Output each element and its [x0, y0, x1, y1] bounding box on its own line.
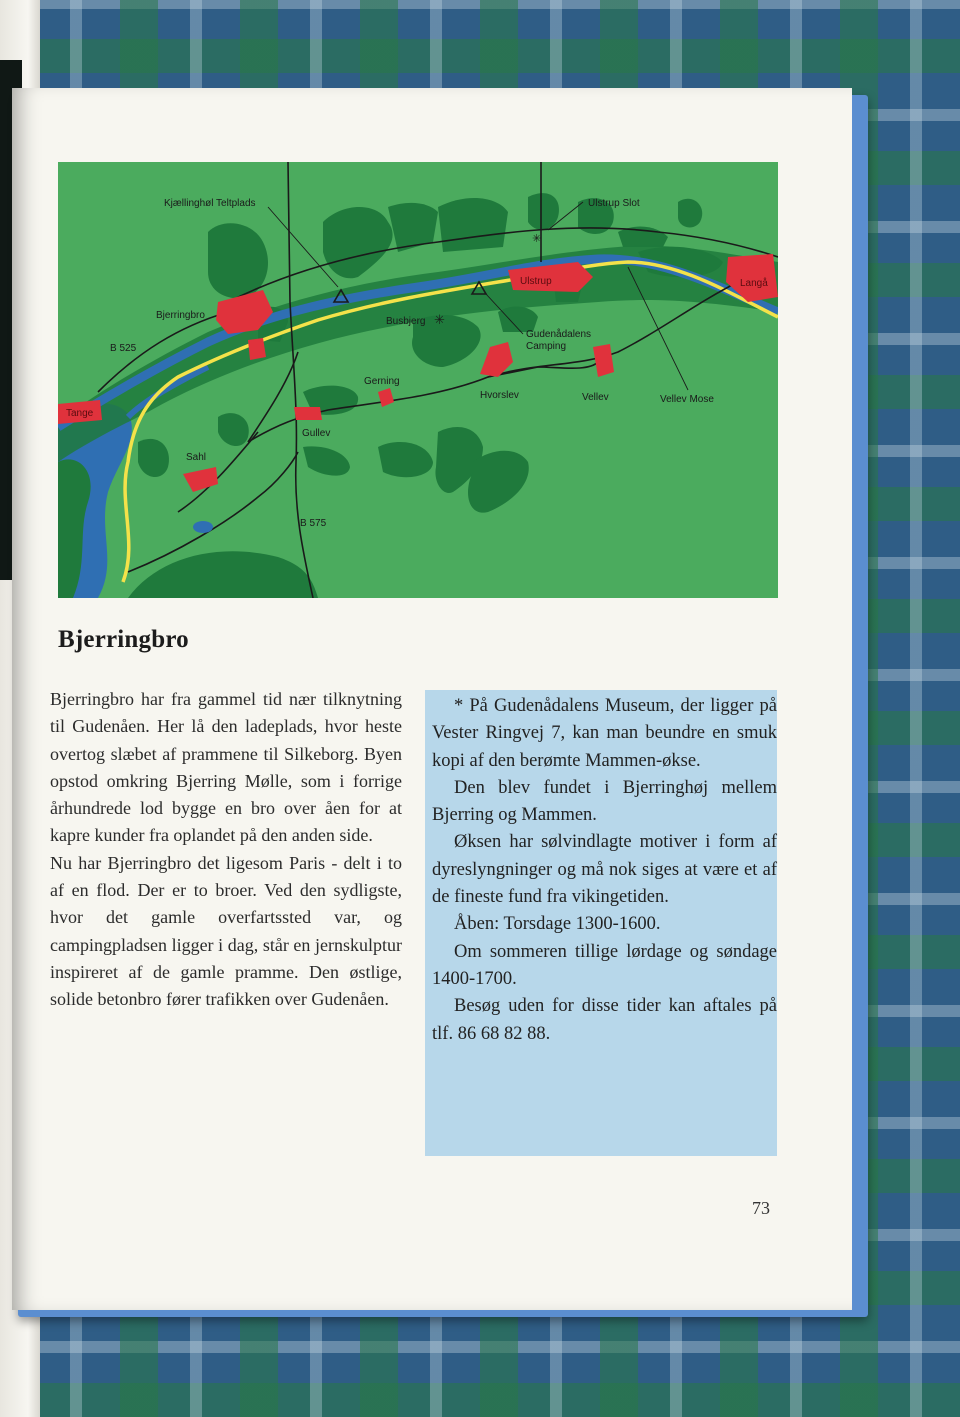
map-label-gullev: Gullev	[302, 428, 331, 439]
section-heading: Bjerringbro	[58, 626, 189, 653]
info-paragraph-2: Den blev fundet i Bjerringhøj mellem Bjerring og Mammen.	[432, 777, 777, 826]
map-star-busbjerg-icon: ✳	[434, 312, 445, 327]
map-label-camping-1: Gudenådalens	[526, 329, 592, 340]
map-label-gerning: Gerning	[364, 376, 400, 387]
map-star-ulstrup-icon: ✳	[532, 233, 542, 245]
info-box-text	[432, 693, 777, 1048]
info-paragraph-5: Om sommeren tillige lørdage og søndage 1400-1700.	[432, 941, 777, 989]
body-paragraph-1: Bjerringbro har fra gammel tid nær tilknytning til Gudenåen. Her lå den ladeplads, hvor heste overtog slæbet af prammene til Silkeborg. Byen opstod omkring Bjerring Mølle, som i forrige århundrede lod bygge en bro over åen for at kapre kunder fra oplandet på den anden side.	[50, 689, 402, 846]
map-label-langaa: Langå	[740, 278, 768, 289]
map-label-vellev: Vellev	[582, 392, 609, 403]
map-label-bjerringbro: Bjerringbro	[156, 310, 205, 321]
map-label-hvorslev: Hvorslev	[480, 390, 519, 401]
map-label-ulstrup-slot: Ulstrup Slot	[588, 198, 640, 209]
map-pond	[193, 521, 213, 533]
info-paragraph-1: * På Gudenådalens Museum, der ligger på Vester Ringvej 7, kan man beundre en smuk kopi af den berømte Mammen-økse.	[432, 696, 777, 771]
info-paragraph-4: Åben: Torsdage 1300-1600.	[454, 914, 661, 935]
map-label-b525: B 525	[110, 343, 137, 354]
map-label-sahl: Sahl	[186, 452, 207, 463]
map-label-vellev-mose: Vellev Mose	[660, 394, 714, 405]
map-forest-4	[438, 198, 508, 252]
body-paragraph-2: Nu har Bjerringbro det ligesom Paris - delt i to af en flod. Der er to broer. Ved den sydligste, hvor det gamle overfartssted var, og campingpladsen ligger i dag, står en jernskulptur inspireret af de gamle pramme. Den østlige, solide betonbro fører trafikken over Gudenåen.	[50, 852, 402, 1010]
map-label-kjaellinghoj: Kjællinghøl Teltplads	[164, 198, 256, 209]
route-map	[58, 162, 778, 598]
map-label-ulstrup: Ulstrup	[520, 276, 552, 287]
map-label-busbjerg: Busbjerg	[386, 316, 426, 327]
page-number: 73	[752, 1198, 770, 1218]
map-label-b575: B 575	[300, 518, 327, 529]
map-town-gullev	[294, 407, 322, 420]
map-label-camping-2: Camping	[526, 341, 567, 352]
info-paragraph-6: Besøg uden for disse tider kan aftales på tlf. 86 68 82 88.	[432, 996, 777, 1044]
map-town-bjerringbro-s	[248, 338, 266, 360]
map-label-tange: Tange	[66, 408, 94, 419]
info-paragraph-3: Øksen har sølvindlagte motiver i form af dyreslyngninger og må nok siges at være et af de fineste fund fra vikingetiden.	[432, 832, 777, 908]
body-text	[50, 686, 402, 1014]
